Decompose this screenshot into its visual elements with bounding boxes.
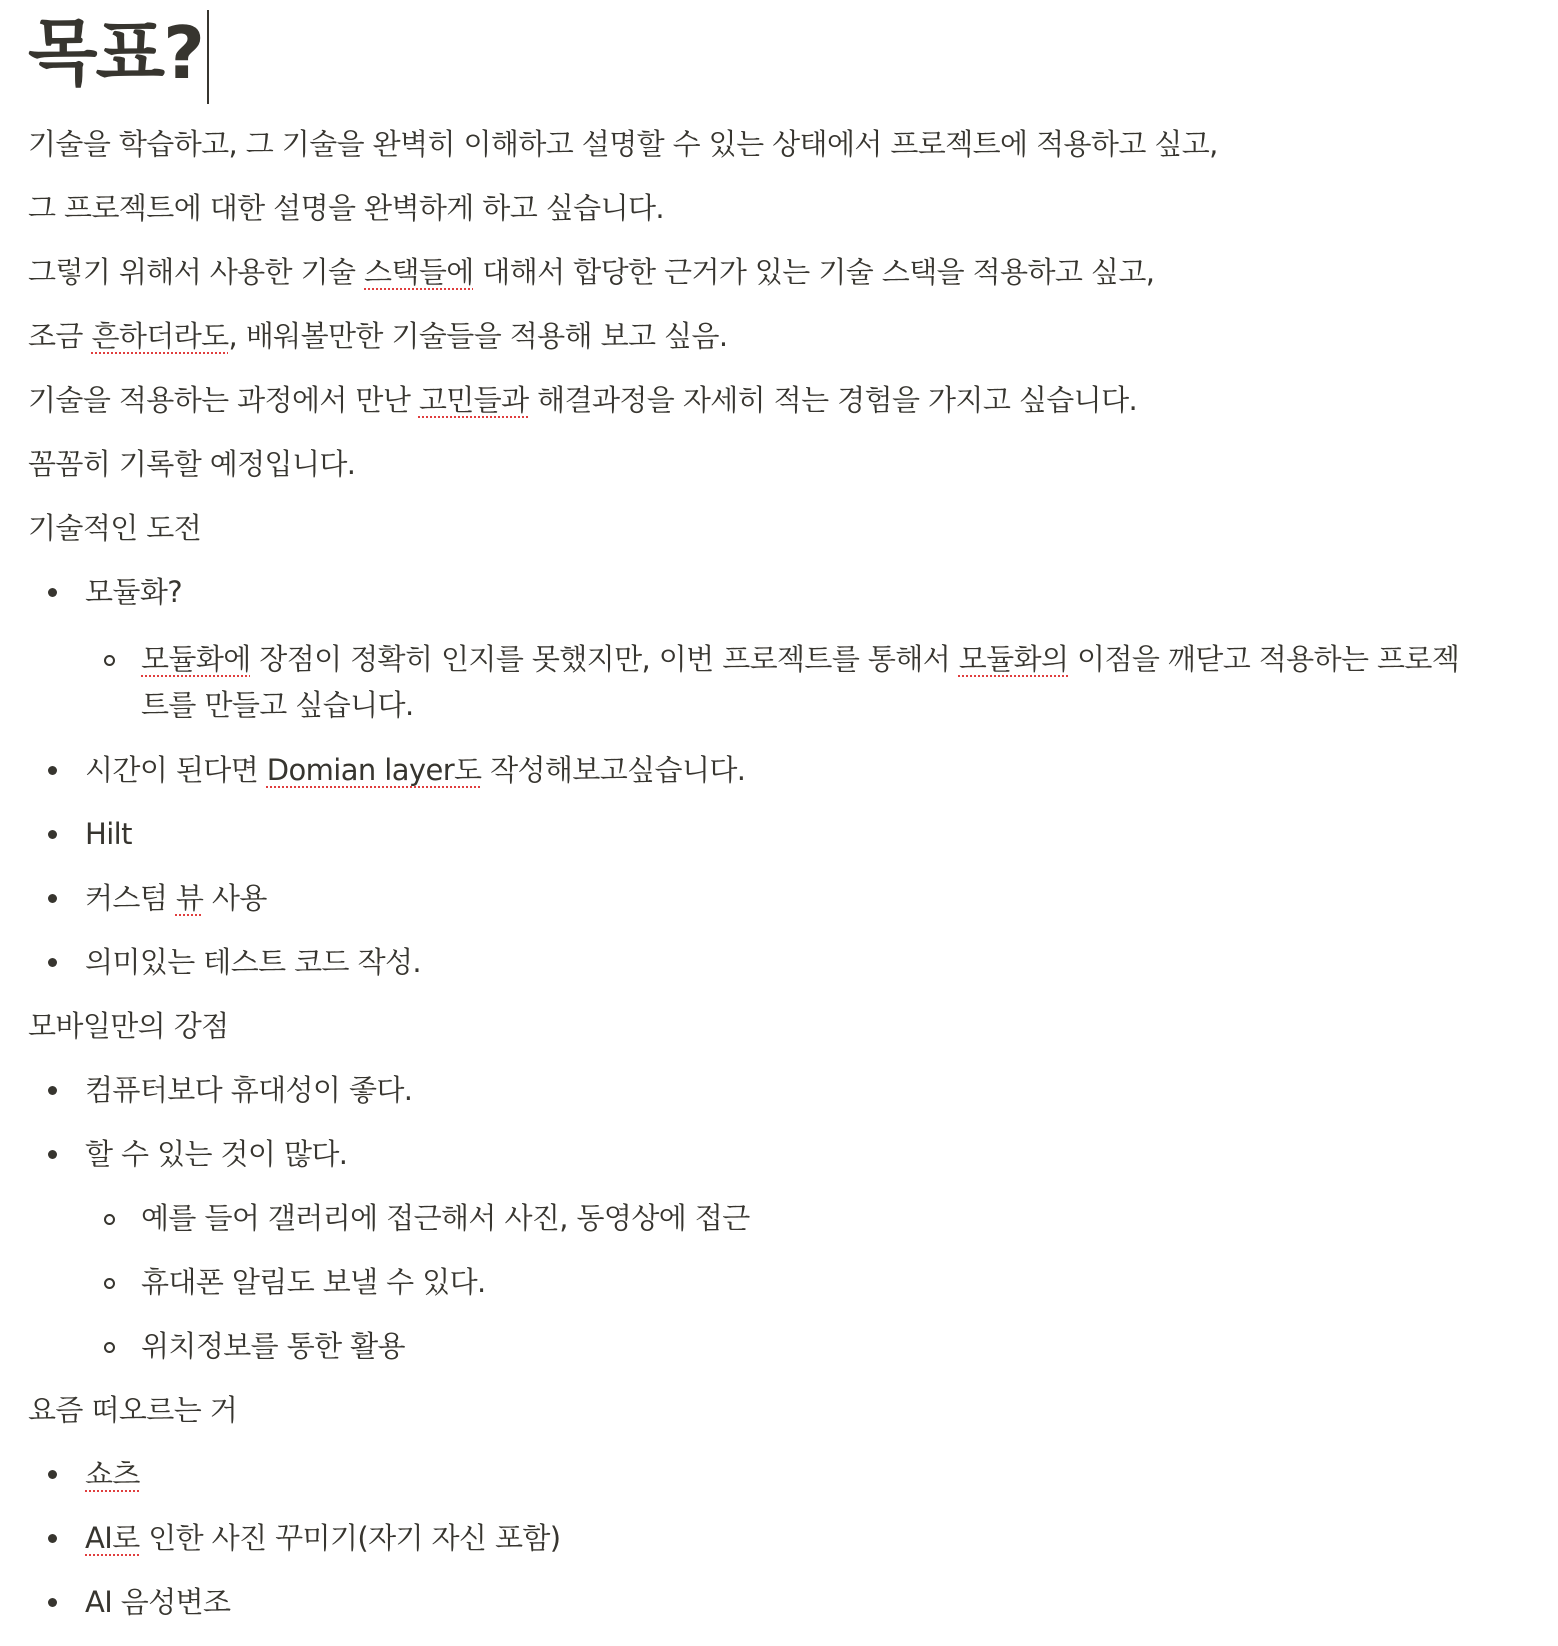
- common-line[interactable]: [28, 304, 1528, 368]
- list-item-text: 예를 들어 갤러리에 접근해서 사진, 동영상에 접근: [141, 1201, 750, 1235]
- modular-text-after: 이점을 깨닫고 적용하는 프로젝트를 만들고 싶습니다.: [141, 642, 1460, 722]
- reason-line[interactable]: [28, 240, 1528, 304]
- intro-line-1[interactable]: 기술을 학습하고, 그 기술을 완벽히 이해하고 설명할 수 있는 상태에서 프로젝트에 적용하고 싶고,: [28, 127, 1218, 161]
- modular-flagged-word-2: 모듈화의: [958, 642, 1069, 676]
- ai-photo-text-after: 인한 사진 꾸미기(자기 자신 포함): [139, 1521, 561, 1555]
- reason-text-after: 대해서 합당한 근거가 있는 기술 스택을 적용하고 싶고,: [473, 255, 1155, 289]
- bullet-circle-icon: [104, 1342, 115, 1353]
- trend-list: [28, 1442, 1528, 1634]
- ai-photo-flagged-word: AI로: [85, 1521, 140, 1555]
- bullet-dot-icon: [48, 958, 57, 967]
- list-item[interactable]: [28, 1506, 1528, 1570]
- document: [28, 0, 1528, 1634]
- process-text-after: 해결과정을 자세히 적는 경험을 가지고 싶습니다.: [528, 383, 1138, 417]
- list-item-text: AI 음성변조: [85, 1585, 231, 1619]
- list-item[interactable]: [28, 866, 1528, 930]
- custom-view-text-after: 사용: [203, 881, 267, 915]
- list-item[interactable]: [28, 560, 1528, 624]
- list-item-text: 할 수 있는 것이 많다.: [85, 1137, 348, 1171]
- intro-line-2[interactable]: 그 프로젝트에 대한 설명을 완벽하게 하고 싶습니다.: [28, 191, 665, 225]
- list-item-text: Hilt: [85, 817, 132, 851]
- page-title[interactable]: 목표?: [28, 11, 203, 95]
- mobile-heading[interactable]: 모바일만의 강점: [28, 1009, 229, 1043]
- tech-list: [28, 560, 1528, 994]
- custom-view-text-before: 커스텀: [85, 881, 176, 915]
- trend-heading[interactable]: 요즘 떠오르는 거: [28, 1393, 238, 1427]
- bullet-circle-icon: [104, 1278, 115, 1289]
- list-item[interactable]: [28, 802, 1528, 866]
- bullet-dot-icon: [48, 766, 57, 775]
- title-row: [28, 0, 1528, 112]
- list-item[interactable]: [28, 1570, 1528, 1634]
- bullet-dot-icon: [48, 1086, 57, 1095]
- bullet-dot-icon: [48, 894, 57, 903]
- process-flagged-word: 고민들과: [418, 383, 529, 417]
- mobile-list: [28, 1058, 1528, 1378]
- reason-flagged-word: 스택들에: [364, 255, 474, 289]
- bullet-dot-icon: [48, 1598, 57, 1607]
- list-item[interactable]: [28, 624, 1471, 738]
- tech-heading[interactable]: 기술적인 도전: [28, 511, 202, 545]
- list-item-text: 컴퓨터보다 휴대성이 좋다.: [85, 1073, 413, 1107]
- modular-flagged-word-1: 모듈화에: [141, 642, 251, 676]
- bullet-dot-icon: [48, 1470, 57, 1479]
- bullet-dot-icon: [48, 1534, 57, 1543]
- domain-flagged-word: Domian layer도: [266, 753, 482, 787]
- bullet-circle-icon: [104, 1214, 115, 1225]
- list-item[interactable]: [28, 1058, 1528, 1122]
- bullet-circle-icon: [104, 655, 115, 666]
- domain-text-after: 작성해보고싶습니다.: [481, 753, 746, 787]
- list-item[interactable]: [28, 1122, 1528, 1186]
- list-item[interactable]: [28, 1186, 1528, 1250]
- list-item[interactable]: [28, 930, 1528, 994]
- bullet-dot-icon: [48, 1150, 57, 1159]
- modular-text-mid: 장점이 정확히 인지를 못했지만, 이번 프로젝트를 통해서: [250, 642, 959, 676]
- list-item[interactable]: [28, 1442, 1528, 1506]
- common-text-before: 조금: [28, 319, 92, 353]
- list-item[interactable]: [28, 1250, 1528, 1314]
- list-item-text: 모듈화?: [85, 575, 183, 609]
- domain-text-before: 시간이 된다면: [85, 753, 267, 787]
- list-item-text: 휴대폰 알림도 보낼 수 있다.: [141, 1265, 486, 1299]
- bullet-dot-icon: [48, 588, 57, 597]
- common-text-after: , 배워볼만한 기술들을 적용해 보고 싶음.: [228, 319, 728, 353]
- list-item[interactable]: [28, 738, 1528, 802]
- list-item-text: 위치정보를 통한 활용: [141, 1329, 405, 1363]
- common-flagged-word: 흔하더라도: [91, 319, 229, 353]
- text-cursor: [207, 10, 209, 104]
- custom-view-flagged-word: 뷰: [175, 881, 204, 915]
- bullet-dot-icon: [48, 830, 57, 839]
- process-line[interactable]: [28, 368, 1528, 432]
- shorts-flagged-word: 쇼츠: [85, 1457, 140, 1491]
- list-item-text: 의미있는 테스트 코드 작성.: [85, 945, 422, 979]
- process-text-before: 기술을 적용하는 과정에서 만난: [28, 383, 419, 417]
- list-item[interactable]: [28, 1314, 1528, 1378]
- record-line[interactable]: 꼼꼼히 기록할 예정입니다.: [28, 447, 356, 481]
- reason-text-before: 그렇기 위해서 사용한 기술: [28, 255, 365, 289]
